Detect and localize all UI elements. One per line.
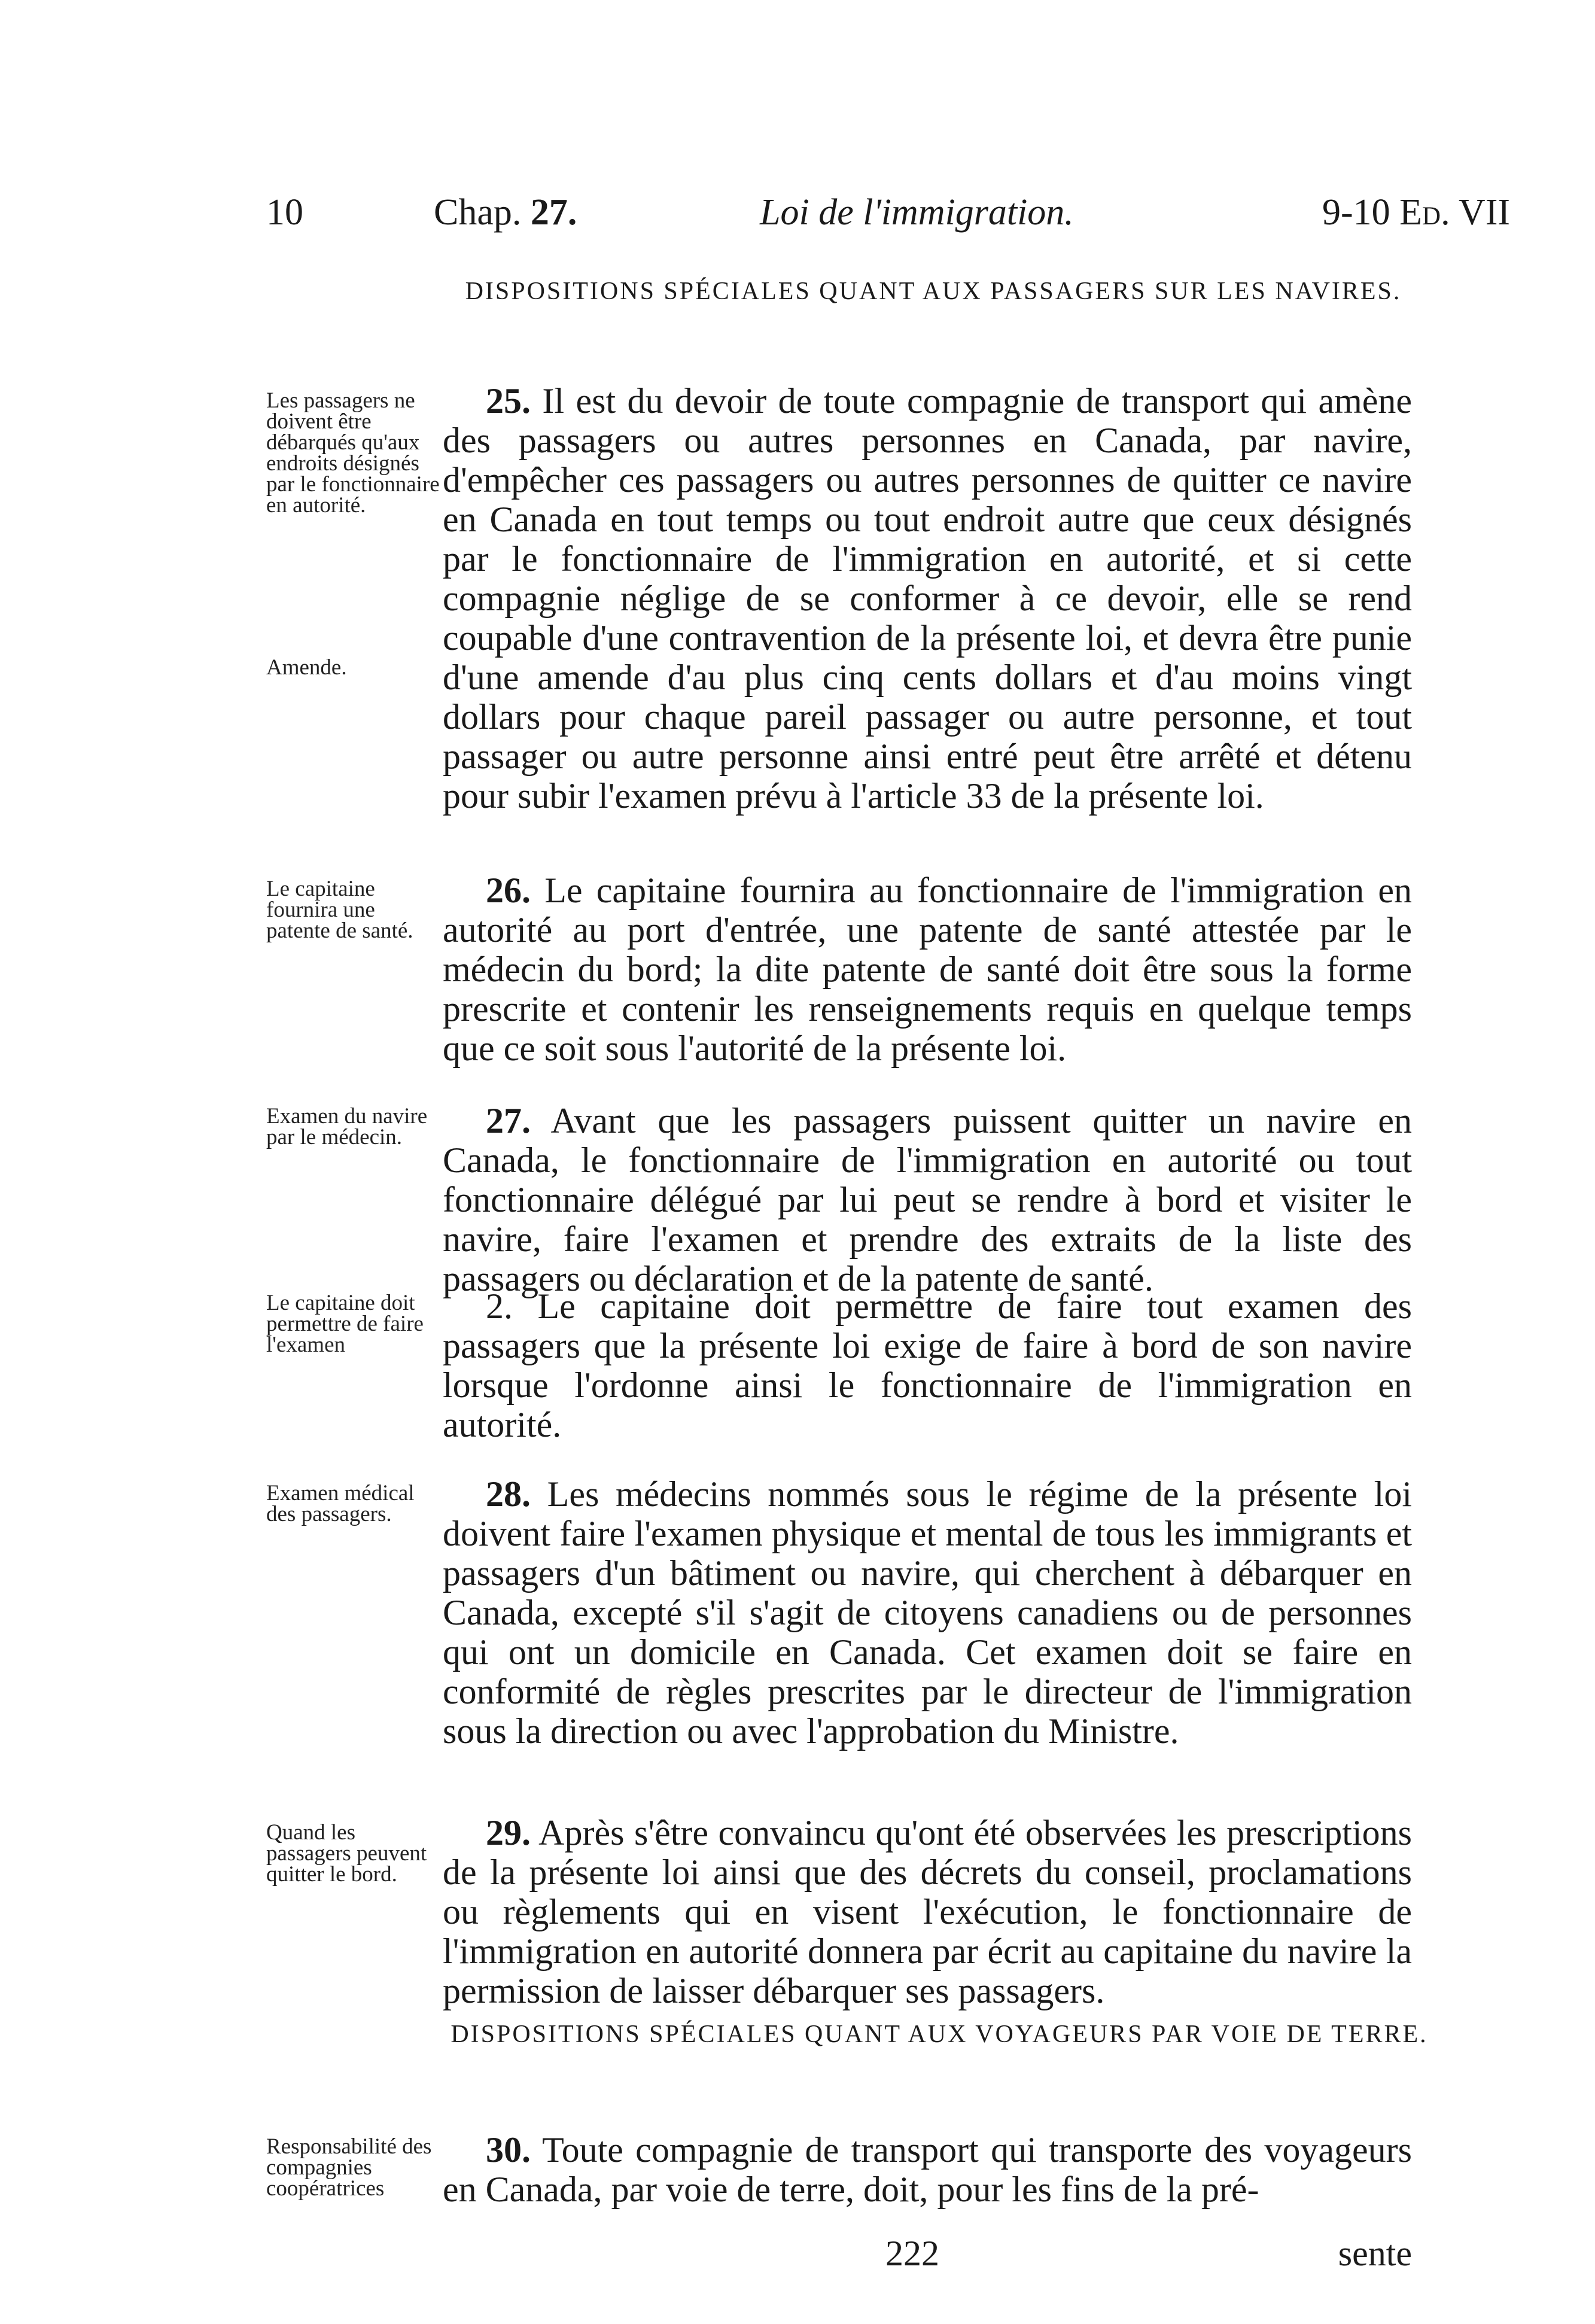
section-number: 26. <box>486 871 531 910</box>
section-number: 30. <box>486 2130 531 2170</box>
section-25 <box>443 381 1412 816</box>
section-number: 28. <box>486 1474 531 1514</box>
section-26 <box>443 871 1412 1068</box>
margin-note-disembark: Les passagers ne doivent être débarqués qu'aux endroits désignés par le fonctionnaire en autorité. <box>266 388 440 518</box>
signature-number: 222 <box>885 2234 939 2273</box>
page-footer <box>443 2233 1412 2275</box>
margin-note-medical-exam: Examen médical des passagers. <box>266 1481 415 1526</box>
chapter-label <box>434 191 577 234</box>
margin-note-health-certificate: Le capitaine fournira une patente de santé. <box>266 877 413 943</box>
margin-note-leave-ship: Quand les passagers peuvent quitter le bord. <box>266 1820 427 1887</box>
chapter-label-text: Chap. <box>434 192 522 233</box>
page-number: 10 <box>266 192 303 233</box>
section-heading-ships: DISPOSITIONS SPÉCIALES QUANT AUX PASSAGERS SUR LES NAVIRES. <box>465 278 1402 305</box>
edition-label: 9-10 Ed. VII <box>1322 192 1511 233</box>
section-text: Le capitaine fournira au fonctionnaire de l'immigration en autorité au port d'entrée, une patente de santé attestée par le médecin du bord; la dite patente de santé doit être sous la forme prescrite et contenir les renseignements requis en quelque temps que ce soit sous l'autorité de la présente loi. <box>443 871 1412 1068</box>
chapter-number: 27. <box>530 192 577 233</box>
section-text: Toute compagnie de transport qui transporte des voyageurs en Canada, par voie de terre, doit, pour les fins de la pré- <box>443 2130 1412 2209</box>
section-27-subsection-2 <box>443 1286 1412 1444</box>
section-text: Avant que les passagers puissent quitter un navire en Canada, le fonctionnaire de l'immigration en autorité ou tout fonctionnaire délégué par lui peut se rendre à bord et visiter le navire, faire l'examen et prendre des extraits de la liste des passagers ou déclaration et de la patente de santé. <box>443 1101 1412 1298</box>
catchword: sente <box>1338 2234 1412 2273</box>
running-header <box>0 191 1595 239</box>
section-29 <box>443 1813 1412 2010</box>
section-number: 29. <box>486 1813 531 1852</box>
section-text: 2. Le capitaine doit permettre de faire tout examen des passagers que la présente loi exige de faire à bord de son navire lorsque l'ordonne ainsi le fonctionnaire de l'immigration en autorité. <box>443 1286 1412 1444</box>
section-number: 27. <box>486 1101 531 1140</box>
running-title: Loi de l'immigration. <box>760 192 1074 233</box>
margin-note-fine: Amende. <box>266 655 347 680</box>
margin-note-captain-permit: Le capitaine doit permettre de faire l'examen <box>266 1291 424 1357</box>
margin-note-ship-examination: Examen du navire par le médecin. <box>266 1104 428 1149</box>
section-28 <box>443 1474 1412 1751</box>
margin-note-responsibility: Responsabilité des compagnies coopératrices <box>266 2134 432 2201</box>
section-text: Les médecins nommés sous le régime de la présente loi doivent faire l'examen physique et mental de tous les immigrants et passagers d'un bâtiment ou navire, qui cherchent à débarquer en Canada, excepté s'il s'agit de citoyens canadiens ou de personnes qui ont un domicile en Canada. Cet examen doit se faire en conformité de règles prescrites par le directeur de l'immigration sous la direction ou avec l'approbation du Ministre. <box>443 1474 1412 1751</box>
section-27 <box>443 1101 1412 1298</box>
section-number: 25. <box>486 381 531 421</box>
section-text: Après s'être convaincu qu'ont été observées les prescriptions de la présente loi ainsi que des décrets du conseil, proclamations ou règlements qui en visent l'exécution, le fonctionnaire de l'immigration en autorité donnera par écrit au capitaine du navire la permission de laisser débarquer ses passagers. <box>443 1813 1412 2010</box>
section-text: Il est du devoir de toute compagnie de transport qui amène des passagers ou autres personnes en Canada, par navire, d'empêcher ces passagers ou autres personnes de quitter ce navire en Canada en tout temps ou tout endroit autre que ceux désignés par le fonctionnaire de l'immigration en autorité, et si cette compagnie néglige de se conformer à ce devoir, elle se rend coupable d'une contravention de la présente loi, et devra être punie d'une amende d'au plus cinq cents dollars et d'au moins vingt dollars pour chaque pareil passager ou autre personne, et tout passager ou autre personne ainsi entré peut être arrêté et détenu pour subir l'examen prévu à l'article 33 de la présente loi. <box>443 381 1413 816</box>
section-30 <box>443 2130 1412 2209</box>
section-heading-land: DISPOSITIONS SPÉCIALES QUANT AUX VOYAGEURS PAR VOIE DE TERRE. <box>451 2021 1428 2048</box>
